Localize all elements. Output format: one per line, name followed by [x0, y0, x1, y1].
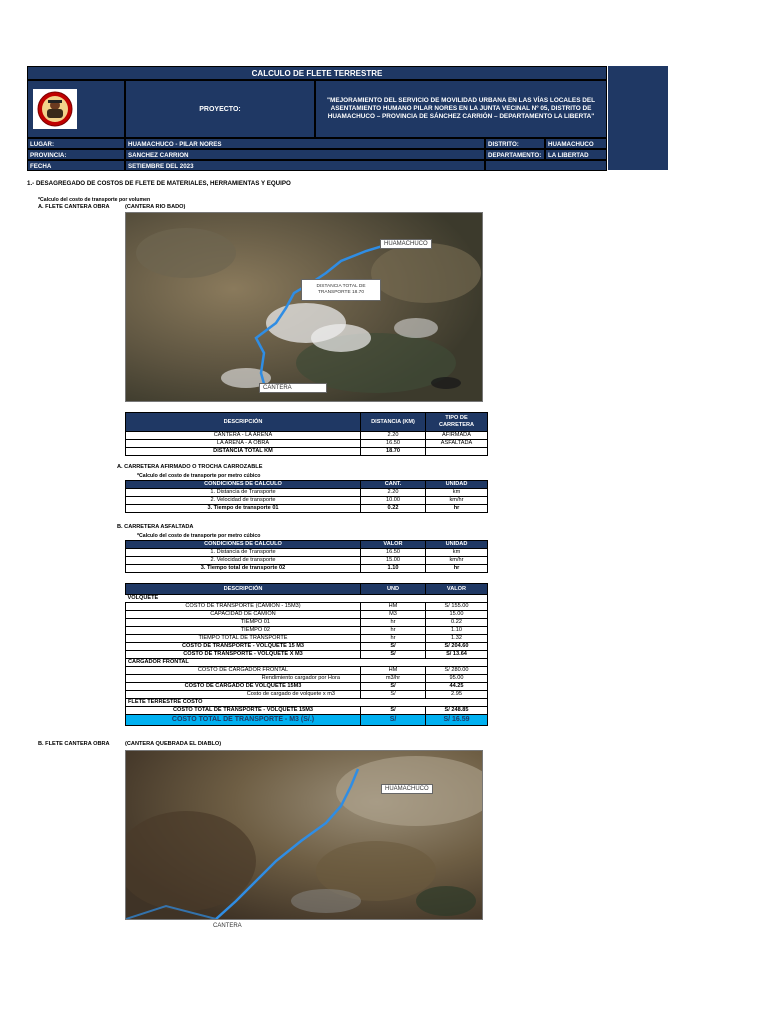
table-row-total: [126, 505, 488, 513]
cost-cell: TIEMPO 02: [126, 627, 361, 635]
afirmado-header: CONDICIONES DE CALCULO: [126, 481, 361, 489]
volume-note: *Calculo del costo de transporte por volumen: [38, 197, 151, 203]
flete-a-title: A. FLETE CANTERA OBRA: [38, 204, 110, 210]
afirmado-note: *Calculo del costo de transporte por metro cúbico: [137, 473, 261, 479]
table-row: [126, 619, 488, 627]
cost-cell: 0.22: [426, 619, 488, 627]
fecha-value: SETIEMBRE DEL 2023: [125, 160, 485, 171]
asfaltada-total: hr: [426, 565, 488, 573]
project-description: "MEJORAMIENTO DEL SERVICIO DE MOVILIDAD URBANA EN LAS VÍAS LOCALES DEL ASENTAMIENTO HUMANO PILAR NORES EN LA JUNTA VECINAL Nº 05, DISTRITO DE HUAMACHUCO – PROVINCIA DE SÁNCHEZ CARRIÓN – DEPARTAMENTO LA LIBERTA": [315, 80, 607, 138]
cost-total: S/: [361, 643, 426, 651]
cost-cell: TIEMPO TOTAL DE TRANSPORTE: [126, 635, 361, 643]
fecha-label: FECHA: [27, 160, 125, 171]
dist-total-value: 18.70: [361, 448, 426, 456]
logo-cell: [27, 80, 125, 138]
dist-total-label: DISTANCIA TOTAL KM: [126, 448, 361, 456]
table-row: [126, 603, 488, 611]
cost-cell: S/: [361, 691, 426, 699]
cost-cell: hr: [361, 635, 426, 643]
dist-cell: ASFALTADA: [426, 440, 488, 448]
cost-cell: TIEMPO 01: [126, 619, 361, 627]
dist-cell: 2.20: [361, 432, 426, 440]
asfaltada-header: VALOR: [361, 541, 426, 549]
table-row: [126, 627, 488, 635]
asfaltada-total: 3. Tiempo total de transporte 02: [126, 565, 361, 573]
map1-label-quarry: CANTERA: [259, 383, 327, 393]
project-label: PROYECTO:: [125, 80, 315, 138]
afirmado-cell: 1. Distancia de Transporte: [126, 489, 361, 497]
grand-total-value: S/ 16.59: [426, 715, 488, 726]
cost-total: S/: [361, 683, 426, 691]
table-row-total: [126, 448, 488, 456]
dist-total-blank: [426, 448, 488, 456]
table-row: [126, 691, 488, 699]
cost-cell: 2.95: [426, 691, 488, 699]
table-row-total: [126, 707, 488, 715]
cost-total: COSTO DE TRANSPORTE - VOLQUETE X M3: [126, 651, 361, 659]
asfaltada-total: 1.10: [361, 565, 426, 573]
fecha-blank: [485, 160, 607, 171]
table-row-total: [126, 651, 488, 659]
asfaltada-cell: 15.00: [361, 557, 426, 565]
lugar-label: LUGAR:: [27, 138, 125, 149]
asfaltada-table: [125, 540, 488, 573]
cost-total: S/ 204.60: [426, 643, 488, 651]
table-row: [126, 497, 488, 505]
map1-label-distance: DISTANCIA TOTAL DE TRANSPORTE 18.70: [301, 279, 381, 301]
dist-cell: CANTERA - LA ARENA: [126, 432, 361, 440]
grand-total-label: COSTO TOTAL DE TRANSPORTE - M3 (S/.): [126, 715, 361, 726]
flete-a-source: (CANTERA RIO BADO): [125, 204, 186, 210]
provincia-label: PROVINCIA:: [27, 149, 125, 160]
cost-table: [125, 583, 488, 726]
asfaltada-header: UNIDAD: [426, 541, 488, 549]
dist-header-type: TIPO DE CARRETERA: [426, 413, 488, 432]
dist-cell: LA ARENA - A OBRA: [126, 440, 361, 448]
dist-cell: AFIRMADA: [426, 432, 488, 440]
afirmado-title: A. CARRETERA AFIRMADO O TROCHA CARROZABLE: [117, 464, 263, 470]
table-row-grand-total: [126, 715, 488, 726]
dist-header-km: DISTANCIA (KM): [361, 413, 426, 432]
table-row: [126, 635, 488, 643]
map-cantera-quebrada-el-diablo: [125, 750, 483, 920]
asfaltada-cell: 1. Distancia de Transporte: [126, 549, 361, 557]
table-row: [126, 667, 488, 675]
map2-label-quarry: CANTERA: [213, 923, 242, 929]
grand-total-unit: S/: [361, 715, 426, 726]
asfaltada-title: B. CARRETERA ASFALTADA: [117, 524, 194, 530]
afirmado-cell: 10.00: [361, 497, 426, 505]
asfaltada-header: CONDICIONES DE CALCULO: [126, 541, 361, 549]
municipal-seal-icon: [33, 89, 77, 129]
header-side-panel: [608, 66, 668, 170]
cargador-label: CARGADOR FRONTAL: [126, 659, 488, 667]
flete-label: FLETE TERRESTRE COSTO: [126, 699, 488, 707]
map1-label-city: HUAMACHUCO: [380, 239, 432, 249]
distrito-label: DISTRITO:: [485, 138, 545, 149]
cost-cell: S/ 155.00: [426, 603, 488, 611]
table-row-total: [126, 643, 488, 651]
afirmado-header: UNIDAD: [426, 481, 488, 489]
cost-cell: hr: [361, 627, 426, 635]
table-row: [126, 489, 488, 497]
table-row-total: [126, 683, 488, 691]
dist-cell: 16.50: [361, 440, 426, 448]
satellite-map-image: [126, 751, 483, 920]
cost-cell: 15.00: [426, 611, 488, 619]
cost-total: COSTO TOTAL DE TRANSPORTE - VOLQUETE 15M3: [126, 707, 361, 715]
cost-total: COSTO DE CARGADO DE VOLQUETE 15M3: [126, 683, 361, 691]
afirmado-cell: 2. Velocidad de transporte: [126, 497, 361, 505]
asfaltada-cell: 2. Velocidad de transporte: [126, 557, 361, 565]
distance-table: [125, 412, 488, 456]
asfaltada-note: *Calculo del costo de transporte por metro cúbico: [137, 533, 261, 539]
table-row: [126, 432, 488, 440]
table-row: [126, 557, 488, 565]
flete-b-title: B. FLETE CANTERA OBRA: [38, 741, 110, 747]
map2-label-city: HUAMACHUCO: [381, 784, 433, 794]
cost-total: S/: [361, 651, 426, 659]
lugar-value: HUAMACHUCO - PILAR NORES: [125, 138, 485, 149]
table-row: [126, 440, 488, 448]
asfaltada-cell: km/hr: [426, 557, 488, 565]
table-row: [126, 549, 488, 557]
cost-cell: COSTO DE CARGADOR FRONTAL: [126, 667, 361, 675]
cost-cell: m3/hr: [361, 675, 426, 683]
table-row: [126, 611, 488, 619]
departamento-label: DEPARTAMENTO:: [485, 149, 545, 160]
distrito-value: HUAMACHUCO: [545, 138, 607, 149]
cost-cell: 1.10: [426, 627, 488, 635]
flete-b-source: (CANTERA QUEBRADA EL DIABLO): [125, 741, 222, 747]
provincia-value: SANCHEZ CARRION: [125, 149, 485, 160]
afirmado-total: hr: [426, 505, 488, 513]
table-row-total: [126, 565, 488, 573]
departamento-value: LA LIBERTAD: [545, 149, 607, 160]
cost-cell: Rendimiento cargador por Hora: [126, 675, 361, 683]
dist-header-desc: DESCRIPCIÓN: [126, 413, 361, 432]
cost-cell: 1.32: [426, 635, 488, 643]
cost-header: DESCRIPCIÓN: [126, 584, 361, 595]
afirmado-table: [125, 480, 488, 513]
cost-cell: 95.00: [426, 675, 488, 683]
cost-total: COSTO DE TRANSPORTE - VOLQUETE 15 M3: [126, 643, 361, 651]
afirmado-total: 0.22: [361, 505, 426, 513]
cost-total: S/: [361, 707, 426, 715]
afirmado-header: CANT.: [361, 481, 426, 489]
volquete-label: VOLQUETE: [126, 595, 488, 603]
table-row: [126, 675, 488, 683]
cost-total: S/ 248.85: [426, 707, 488, 715]
map-cantera-rio-bado: [125, 212, 483, 402]
cost-cell: HM: [361, 667, 426, 675]
asfaltada-cell: km: [426, 549, 488, 557]
asfaltada-cell: 16.50: [361, 549, 426, 557]
afirmado-total: 3. Tiempo de transporte 01: [126, 505, 361, 513]
cost-total: S/ 13.64: [426, 651, 488, 659]
section-title: 1.- DESAGREGADO DE COSTOS DE FLETE DE MATERIALES, HERRAMIENTAS Y EQUIPO: [27, 180, 291, 187]
cost-cell: M3: [361, 611, 426, 619]
afirmado-cell: km: [426, 489, 488, 497]
afirmado-cell: 2.20: [361, 489, 426, 497]
cost-total: 44.25: [426, 683, 488, 691]
cost-cell: HM: [361, 603, 426, 611]
cost-cell: COSTO DE TRANSPORTE (CAMION - 15M3): [126, 603, 361, 611]
cost-header: VALOR: [426, 584, 488, 595]
cost-cell: S/ 280.00: [426, 667, 488, 675]
cost-header: UND: [361, 584, 426, 595]
cost-cell: hr: [361, 619, 426, 627]
cost-cell: CAPACIDAD DE CAMION: [126, 611, 361, 619]
header-title: CALCULO DE FLETE TERRESTRE: [27, 66, 607, 80]
afirmado-cell: km/hr: [426, 497, 488, 505]
cost-cell: Costo de cargado de volquete x m3: [126, 691, 361, 699]
